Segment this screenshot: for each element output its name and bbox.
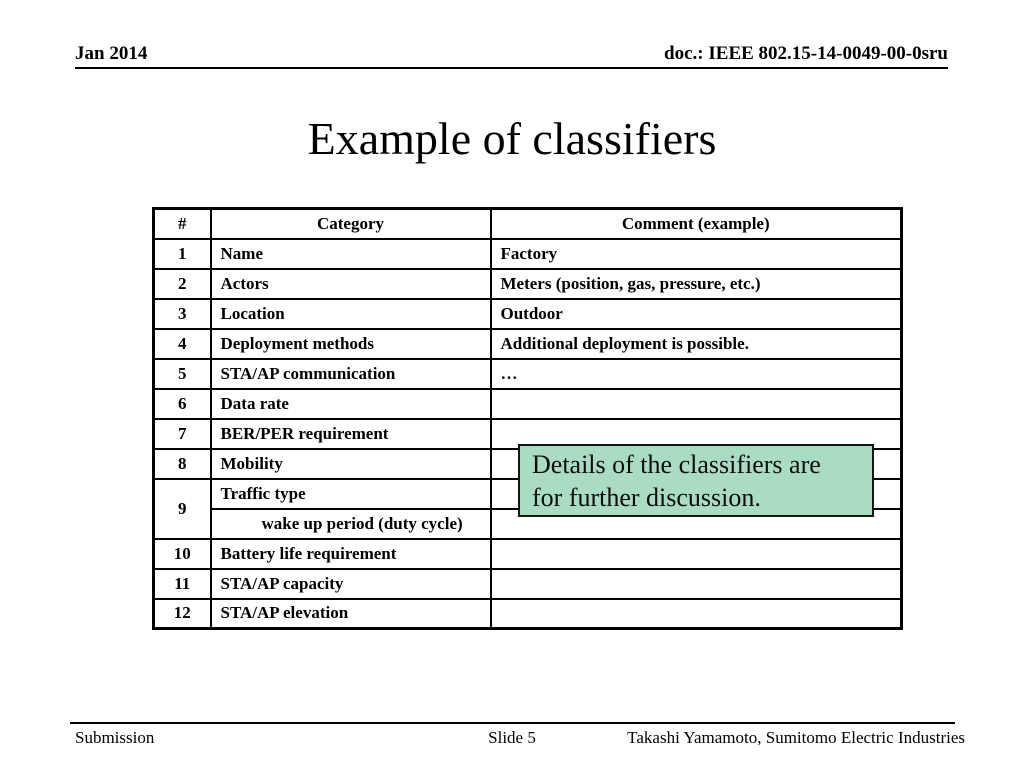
page-title: Example of classifiers bbox=[307, 113, 717, 164]
cell-number: 2 bbox=[154, 269, 211, 299]
cell-number: 12 bbox=[154, 599, 211, 629]
cell-number: 3 bbox=[154, 299, 211, 329]
column-header-number: # bbox=[154, 209, 211, 239]
cell-category: Actors bbox=[211, 269, 491, 299]
cell-category: Location bbox=[211, 299, 491, 329]
cell-comment bbox=[491, 539, 902, 569]
cell-number: 1 bbox=[154, 239, 211, 269]
cell-comment: Additional deployment is possible. bbox=[491, 329, 902, 359]
cell-category: STA/AP elevation bbox=[211, 599, 491, 629]
cell-number: 4 bbox=[154, 329, 211, 359]
footer-divider bbox=[70, 722, 955, 724]
cell-category: Traffic type bbox=[211, 479, 491, 509]
cell-comment: … bbox=[491, 359, 902, 389]
footer-slide-number: Slide 5 bbox=[488, 728, 536, 747]
cell-category: Data rate bbox=[211, 389, 491, 419]
cell-category: Mobility bbox=[211, 449, 491, 479]
callout-text-line1: Details of the classifiers are bbox=[532, 450, 821, 479]
cell-number: 10 bbox=[154, 539, 211, 569]
cell-comment: Factory bbox=[491, 239, 902, 269]
cell-comment: Meters (position, gas, pressure, etc.) bbox=[491, 269, 902, 299]
table-row bbox=[154, 539, 902, 569]
cell-category: Name bbox=[211, 239, 491, 269]
header-date: Jan 2014 bbox=[75, 43, 148, 64]
cell-comment bbox=[491, 599, 902, 629]
cell-category: Deployment methods bbox=[211, 329, 491, 359]
table-row bbox=[154, 329, 902, 359]
cell-category: STA/AP capacity bbox=[211, 569, 491, 599]
table-row bbox=[154, 599, 902, 629]
table-row bbox=[154, 269, 902, 299]
cell-number: 6 bbox=[154, 389, 211, 419]
callout-box bbox=[518, 444, 874, 517]
table-header-row bbox=[154, 209, 902, 239]
cell-number: 7 bbox=[154, 419, 211, 449]
classifier-table bbox=[152, 207, 903, 630]
cell-category: BER/PER requirement bbox=[211, 419, 491, 449]
column-header-comment: Comment (example) bbox=[491, 209, 902, 239]
cell-number: 11 bbox=[154, 569, 211, 599]
footer-submission: Submission bbox=[75, 728, 155, 747]
cell-comment bbox=[491, 569, 902, 599]
table-row bbox=[154, 359, 902, 389]
cell-comment: Outdoor bbox=[491, 299, 902, 329]
table-row bbox=[154, 239, 902, 269]
cell-number: 5 bbox=[154, 359, 211, 389]
cell-category: Battery life requirement bbox=[211, 539, 491, 569]
footer-author: Takashi Yamamoto, Sumitomo Electric Industries bbox=[627, 728, 965, 747]
cell-subcategory: wake up period (duty cycle) bbox=[211, 509, 491, 539]
classifier-table-container bbox=[152, 207, 903, 630]
cell-number: 8 bbox=[154, 449, 211, 479]
cell-category: STA/AP communication bbox=[211, 359, 491, 389]
table-row bbox=[154, 569, 902, 599]
header-doc-number: doc.: IEEE 802.15-14-0049-00-0sru bbox=[664, 43, 948, 64]
column-header-category: Category bbox=[211, 209, 491, 239]
table-row bbox=[154, 299, 902, 329]
callout-text-line2: for further discussion. bbox=[532, 483, 761, 512]
cell-comment bbox=[491, 389, 902, 419]
cell-number: 9 bbox=[154, 479, 211, 539]
header-divider bbox=[75, 67, 948, 69]
table-row bbox=[154, 389, 902, 419]
